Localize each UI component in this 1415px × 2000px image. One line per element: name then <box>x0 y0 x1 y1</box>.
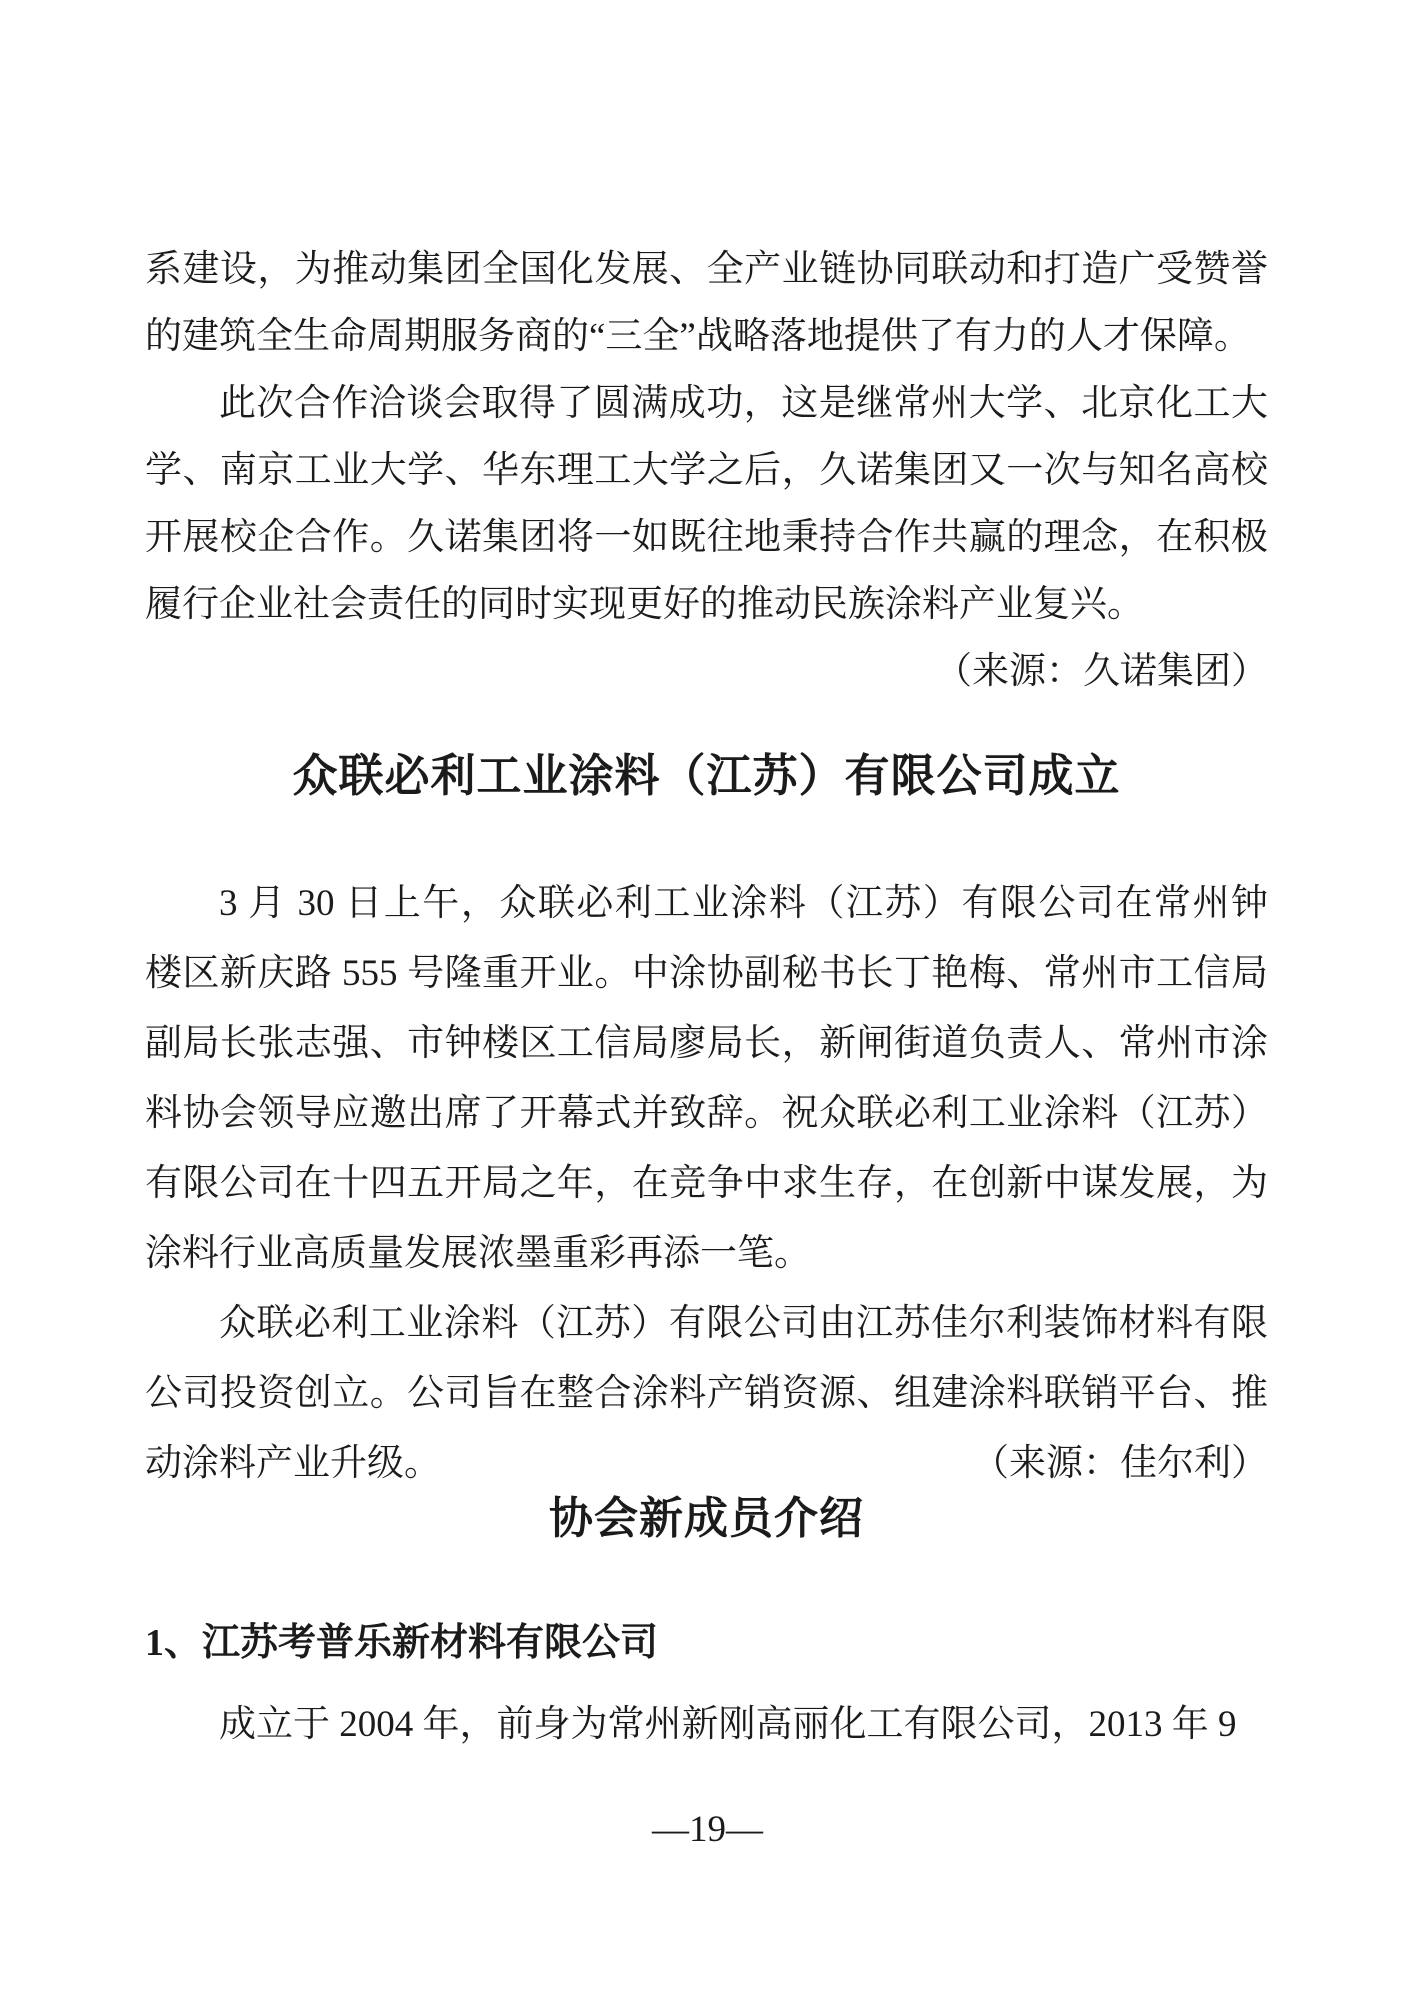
text-line: 此次合作洽谈会取得了圆满成功，这是继常州大学、北京化工大 <box>219 383 1268 424</box>
text-line: 众联必利工业涂料（江苏）有限公司由江苏佳尔利装饰材料有限 <box>219 1303 1268 1344</box>
article-title-zhonglian: 众联必利工业涂料（江苏）有限公司成立 <box>292 751 1121 801</box>
text-line-left: 动涂料产业升级。 <box>145 1443 441 1484</box>
text-line: 的建筑全生命周期服务商的“三全”战略落地提供了有力的人才保障。 <box>145 316 1251 357</box>
text-line: 副局长张志强、市钟楼区工信局廖局长，新闸街道负责人、常州市涂 <box>145 1023 1268 1064</box>
source-attribution-jiaerli: （来源：佳尔利） <box>972 1443 1268 1484</box>
text-line <box>145 1429 1268 1499</box>
new-members-list <box>145 1613 1268 1760</box>
page-number: —19— <box>652 1809 763 1850</box>
text-line: 楼区新庆路 555 号隆重开业。中涂协副秘书长丁艳梅、常州市工信局 <box>145 953 1268 994</box>
text-line: 学、南京工业大学、华东理工大学之后，久诺集团又一次与知名高校 <box>145 450 1268 491</box>
article-zhonglian-body <box>145 869 1268 1499</box>
text-line: 成立于 2004 年，前身为常州新刚高丽化工有限公司，2013 年 9 <box>219 1704 1237 1745</box>
text-line: 料协会领导应邀出席了开幕式并致辞。祝众联必利工业涂料（江苏） <box>145 1093 1268 1134</box>
text-line: 开展校企合作。久诺集团将一如既往地秉持合作共赢的理念，在积极 <box>145 517 1268 558</box>
text-line: 履行企业社会责任的同时实现更好的推动民族涂料产业复兴。 <box>145 584 1144 625</box>
text-line: 涂料行业高质量发展浓墨重彩再添一笔。 <box>145 1233 811 1274</box>
text-line: 3 月 30 日上午，众联必利工业涂料（江苏）有限公司在常州钟 <box>219 883 1268 924</box>
member-item-1-title: 1、江苏考普乐新材料有限公司 <box>145 1622 659 1664</box>
article-juno-continuation <box>145 236 1268 705</box>
text-line: 系建设，为推动集团全国化发展、全产业链协同联动和打造广受赞誉 <box>145 249 1268 290</box>
section-title-new-members: 协会新成员介绍 <box>549 1494 864 1543</box>
source-attribution-juno: （来源：久诺集团） <box>935 651 1268 692</box>
text-line: 有限公司在十四五开局之年，在竞争中求生存，在创新中谋发展，为 <box>145 1163 1268 1204</box>
text-line: 公司投资创立。公司旨在整合涂料产销资源、组建涂料联销平台、推 <box>145 1373 1268 1414</box>
